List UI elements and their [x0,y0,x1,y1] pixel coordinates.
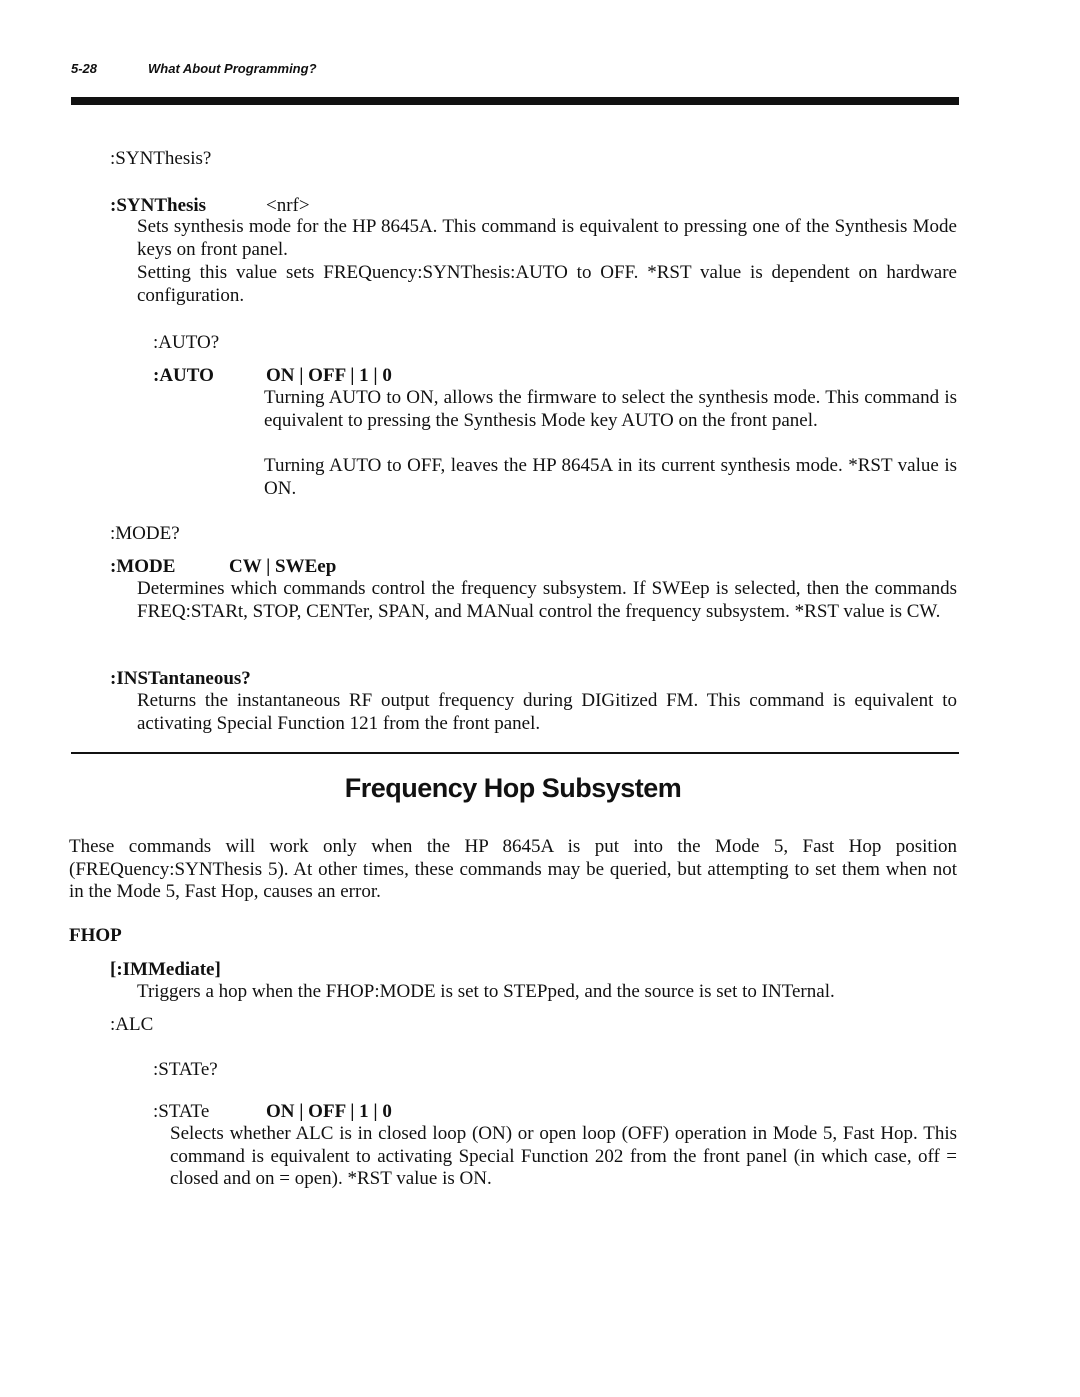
mode-param: CW | SWEep [229,556,337,577]
auto-off-description: Turning AUTO to OFF, leaves the HP 8645A in its current synthesis mode. *RST value is ON. [264,455,957,499]
synthesis-description: Sets synthesis mode for the HP 8645A. This command is equivalent to pressing one of the Synthesis Mode keys on front panel. [137,216,957,260]
auto-param: ON | OFF | 1 | 0 [266,365,392,386]
instantaneous-description: Returns the instantaneous RF output frequency during DIGitized FM. This command is equivalent to activating Special Function 121 from the front panel. [137,690,957,734]
fhop-root: FHOP [69,925,122,946]
header-rule [71,97,959,105]
auto-query: :AUTO? [153,332,220,353]
fhop-immediate-command: [:IMMediate] [110,959,221,980]
mode-command: :MODE [110,556,176,577]
fhop-alc-node: :ALC [110,1014,154,1035]
section-rule [71,752,959,754]
synthesis-auto-note: Setting this value sets FREQuency:SYNThesis:AUTO to OFF. *RST value is dependent on hardware configuration. [137,262,957,306]
synthesis-query: :SYNThesis? [110,148,212,169]
running-title: What About Programming? [148,61,317,76]
synthesis-param: <nrf> [266,195,310,216]
alc-state-query: :STATe? [153,1059,218,1080]
alc-state-command: :STATe [153,1101,210,1122]
alc-state-description: Selects whether ALC is in closed loop (ON) or open loop (OFF) operation in Mode 5, Fast Hop. This command is equivalent to activating Special Function 202 from the front panel (in which case, off = closed and on = open). *RST value is ON. [170,1123,957,1190]
fhop-immediate-description: Triggers a hop when the FHOP:MODE is set to STEPped, and the source is set to INTernal. [137,981,835,1002]
section-title: Frequency Hop Subsystem [344,773,682,803]
instantaneous-query: :INSTantaneous? [110,668,251,689]
alc-state-param: ON | OFF | 1 | 0 [266,1101,392,1122]
auto-on-description: Turning AUTO to ON, allows the firmware to select the synthesis mode. This command is equivalent to pressing the Synthesis Mode key AUTO on the front panel. [264,387,957,431]
synthesis-command: :SYNThesis [110,195,207,216]
mode-query: :MODE? [110,523,180,544]
auto-command: :AUTO [153,365,214,386]
mode-description: Determines which commands control the frequency subsystem. If SWEep is selected, then the commands FREQ:STARt, STOP, CENTer, SPAN, and MANual control the frequency subsystem. *RST value is CW. [137,578,957,622]
page-number: 5-28 [71,61,98,76]
section-intro: These commands will work only when the HP 8645A is put into the Mode 5, Fast Hop position (FREQuency:SYNThesis 5). At other times, these commands may be queried, but attempting to set them when not in the Mode 5, Fast Hop, causes an error. [69,836,957,903]
